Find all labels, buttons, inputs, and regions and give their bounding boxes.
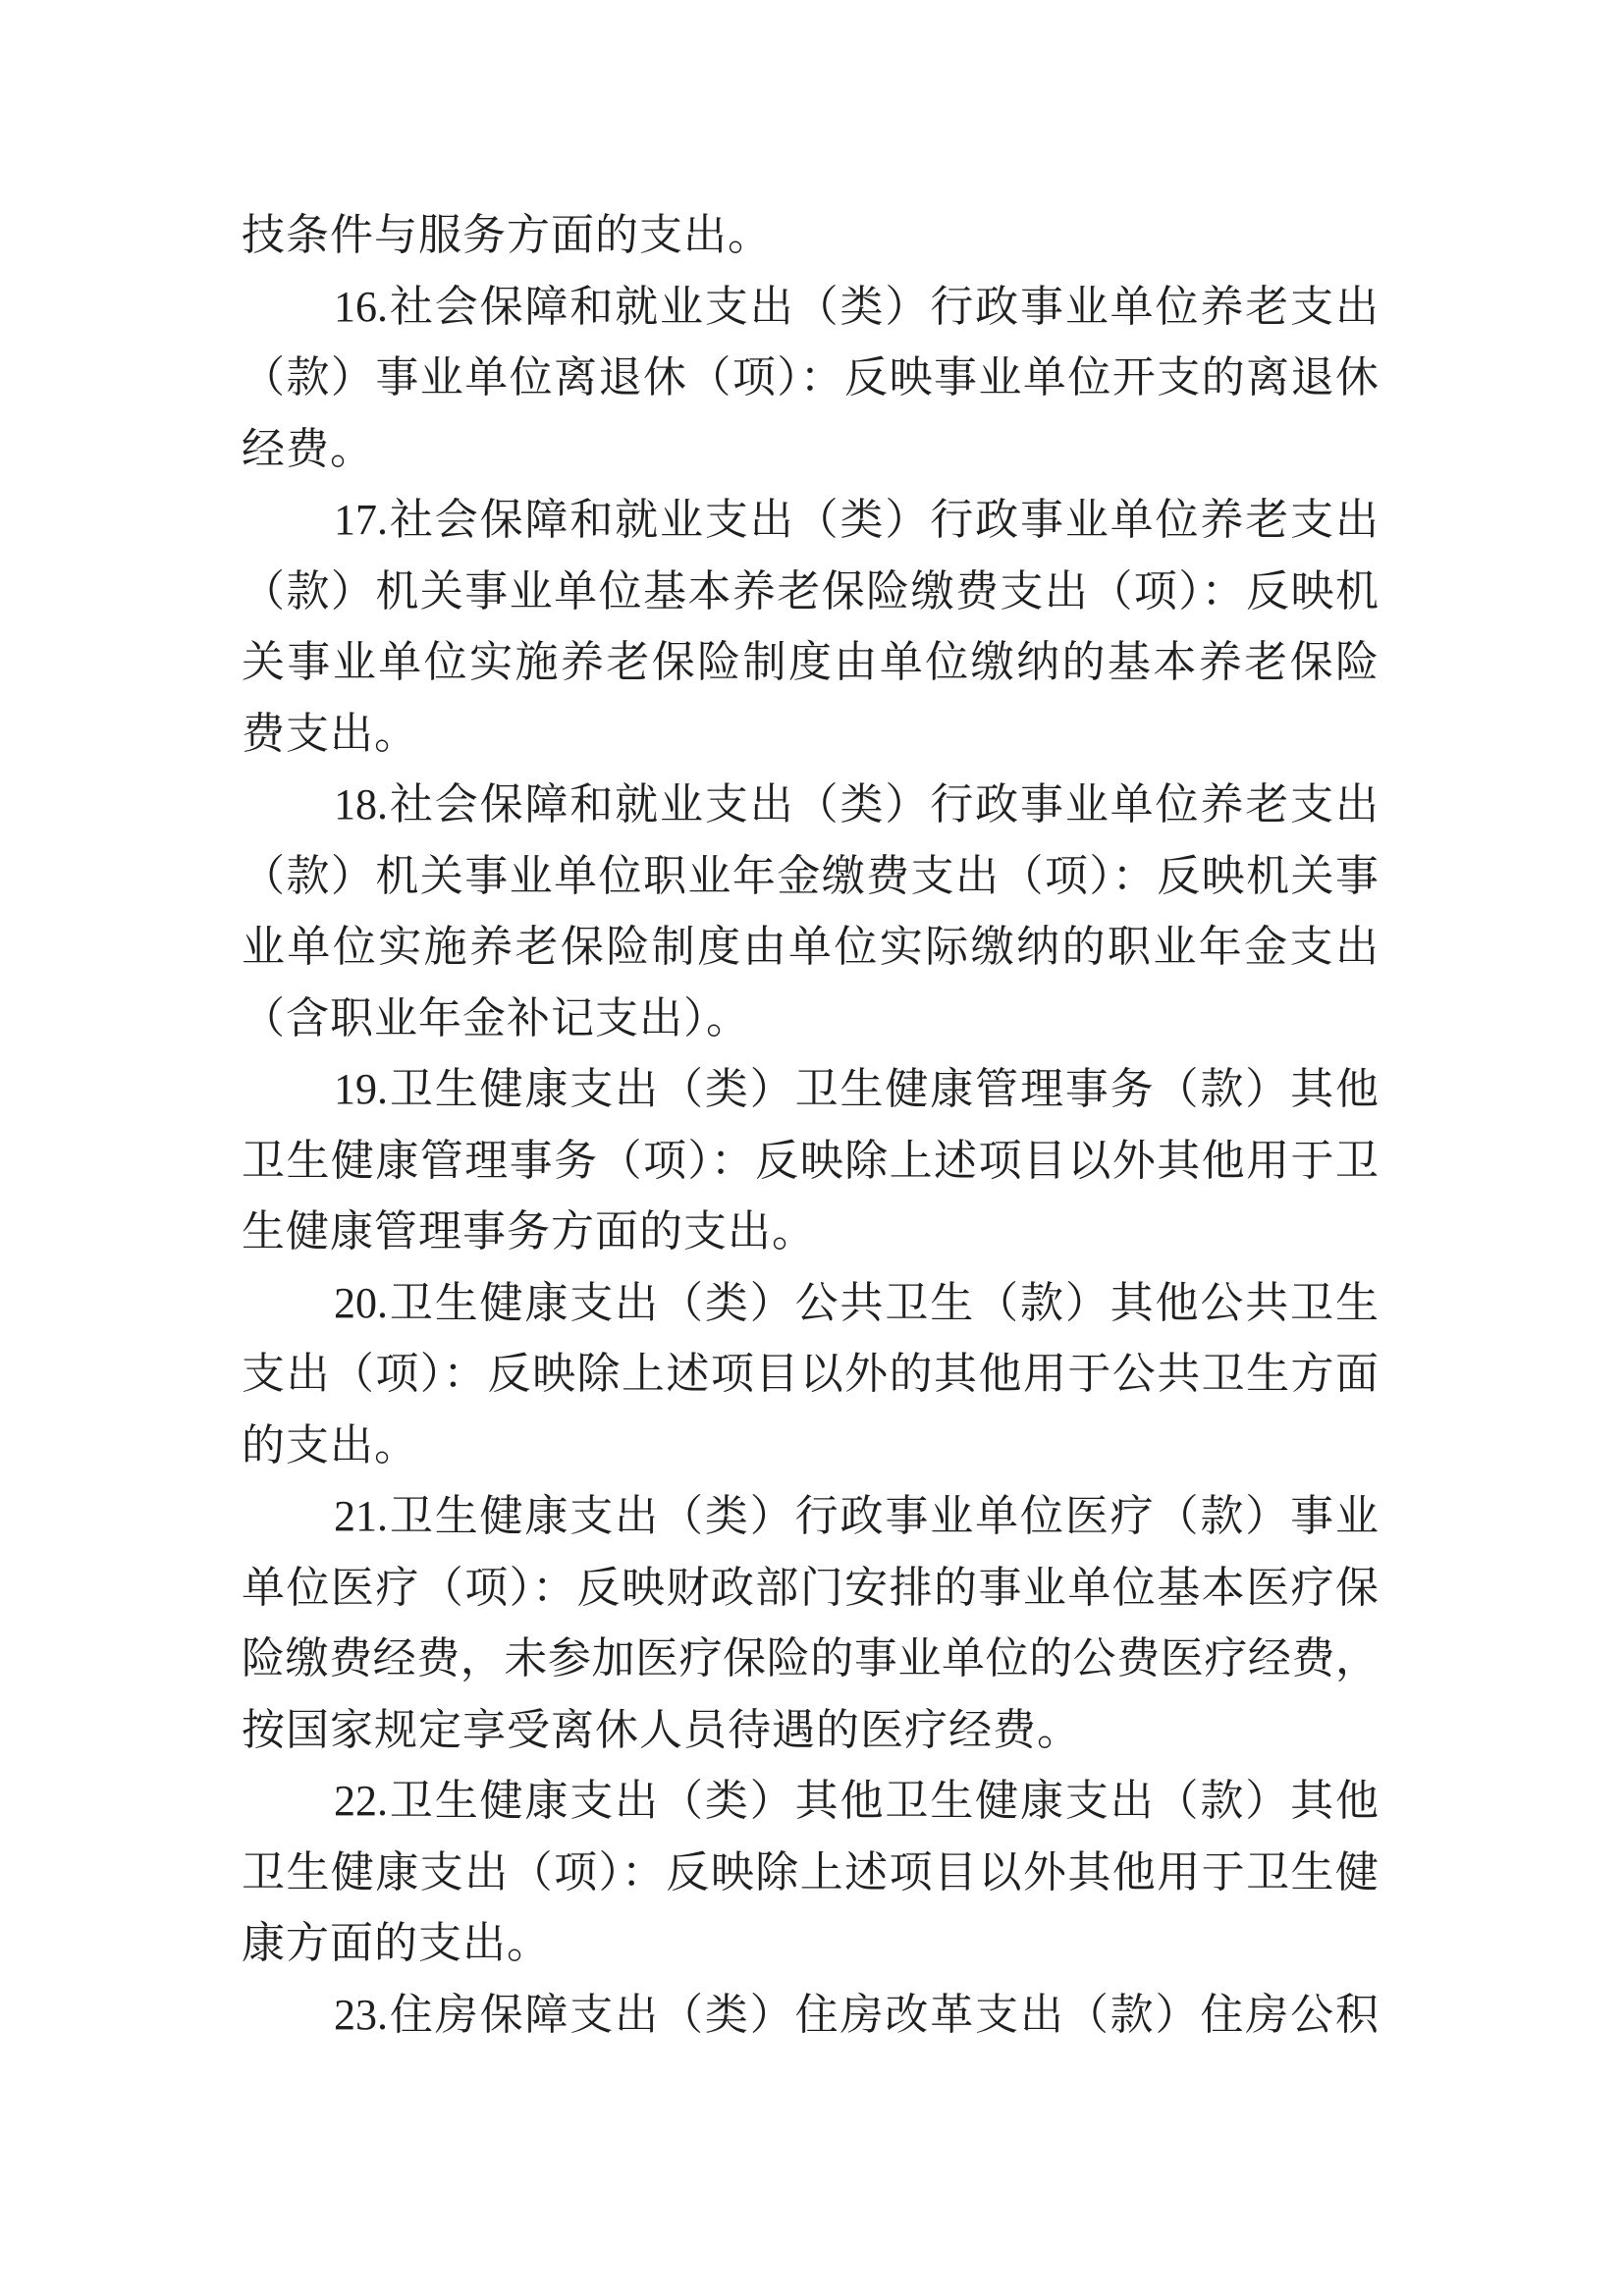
- text-line: 单位医疗（项）：反映财政部门安排的事业单位基本医疗保: [242, 1563, 1379, 1612]
- text-line: 费支出。: [242, 709, 418, 758]
- text-line: （款）事业单位离退休（项）：反映事业单位开支的离退休: [242, 353, 1379, 401]
- text-line: 康方面的支出。: [242, 1919, 551, 1967]
- text-line: 关事业单位实施养老保险制度由单位缴纳的基本养老保险: [242, 638, 1379, 686]
- text-line: 17.社会保障和就业支出（类）行政事业单位养老支出: [334, 496, 1379, 544]
- text-line: 卫生健康管理事务（项）：反映除上述项目以外其他用于卫: [242, 1136, 1379, 1185]
- text-line: 按国家规定享受离休人员待遇的医疗经费。: [242, 1705, 1081, 1754]
- text-line: 技条件与服务方面的支出。: [242, 211, 772, 259]
- text-line: （款）机关事业单位职业年金缴费支出（项）：反映机关事: [242, 851, 1379, 900]
- text-line: 经费。: [242, 424, 374, 473]
- paragraph-item-21: [242, 1481, 1379, 1766]
- paragraph-item-22: [242, 1766, 1379, 1980]
- document-text-block: [242, 200, 1379, 2051]
- text-line: 23.住房保障支出（类）住房改革支出（款）住房公积: [334, 1990, 1379, 2039]
- text-line: 险缴费经费，未参加医疗保险的事业单位的公费医疗经费，: [242, 1634, 1379, 1682]
- text-line: 卫生健康支出（项）：反映除上述项目以外其他用于卫生健: [242, 1847, 1379, 1896]
- text-line: （含职业年金补记支出）。: [242, 993, 750, 1042]
- text-line: 支出（项）：反映除上述项目以外的其他用于公共卫生方面: [242, 1350, 1379, 1398]
- text-line: 20.卫生健康支出（类）公共卫生（款）其他公共卫生: [334, 1278, 1379, 1327]
- text-line: 18.社会保障和就业支出（类）行政事业单位养老支出: [334, 780, 1379, 828]
- paragraph-item-19: [242, 1054, 1379, 1268]
- paragraph-item-20: [242, 1268, 1379, 1482]
- paragraph-item-18: [242, 770, 1379, 1054]
- text-line: 业单位实施养老保险制度由单位实际缴纳的职业年金支出: [242, 923, 1379, 971]
- paragraph-item-17: [242, 485, 1379, 770]
- text-line: 16.社会保障和就业支出（类）行政事业单位养老支出: [334, 282, 1379, 331]
- text-line: 22.卫生健康支出（类）其他卫生健康支出（款）其他: [334, 1777, 1379, 1825]
- text-line: （款）机关事业单位基本养老保险缴费支出（项）：反映机: [242, 566, 1379, 615]
- text-line: 的支出。: [242, 1420, 418, 1469]
- text-line: 生健康管理事务方面的支出。: [242, 1207, 816, 1255]
- paragraph-item-16: [242, 272, 1379, 486]
- text-line: 21.卫生健康支出（类）行政事业单位医疗（款）事业: [334, 1492, 1379, 1540]
- paragraph-item-23: [242, 1980, 1379, 2052]
- paragraph-continuation: [242, 200, 1379, 272]
- text-line: 19.卫生健康支出（类）卫生健康管理事务（款）其他: [334, 1065, 1379, 1113]
